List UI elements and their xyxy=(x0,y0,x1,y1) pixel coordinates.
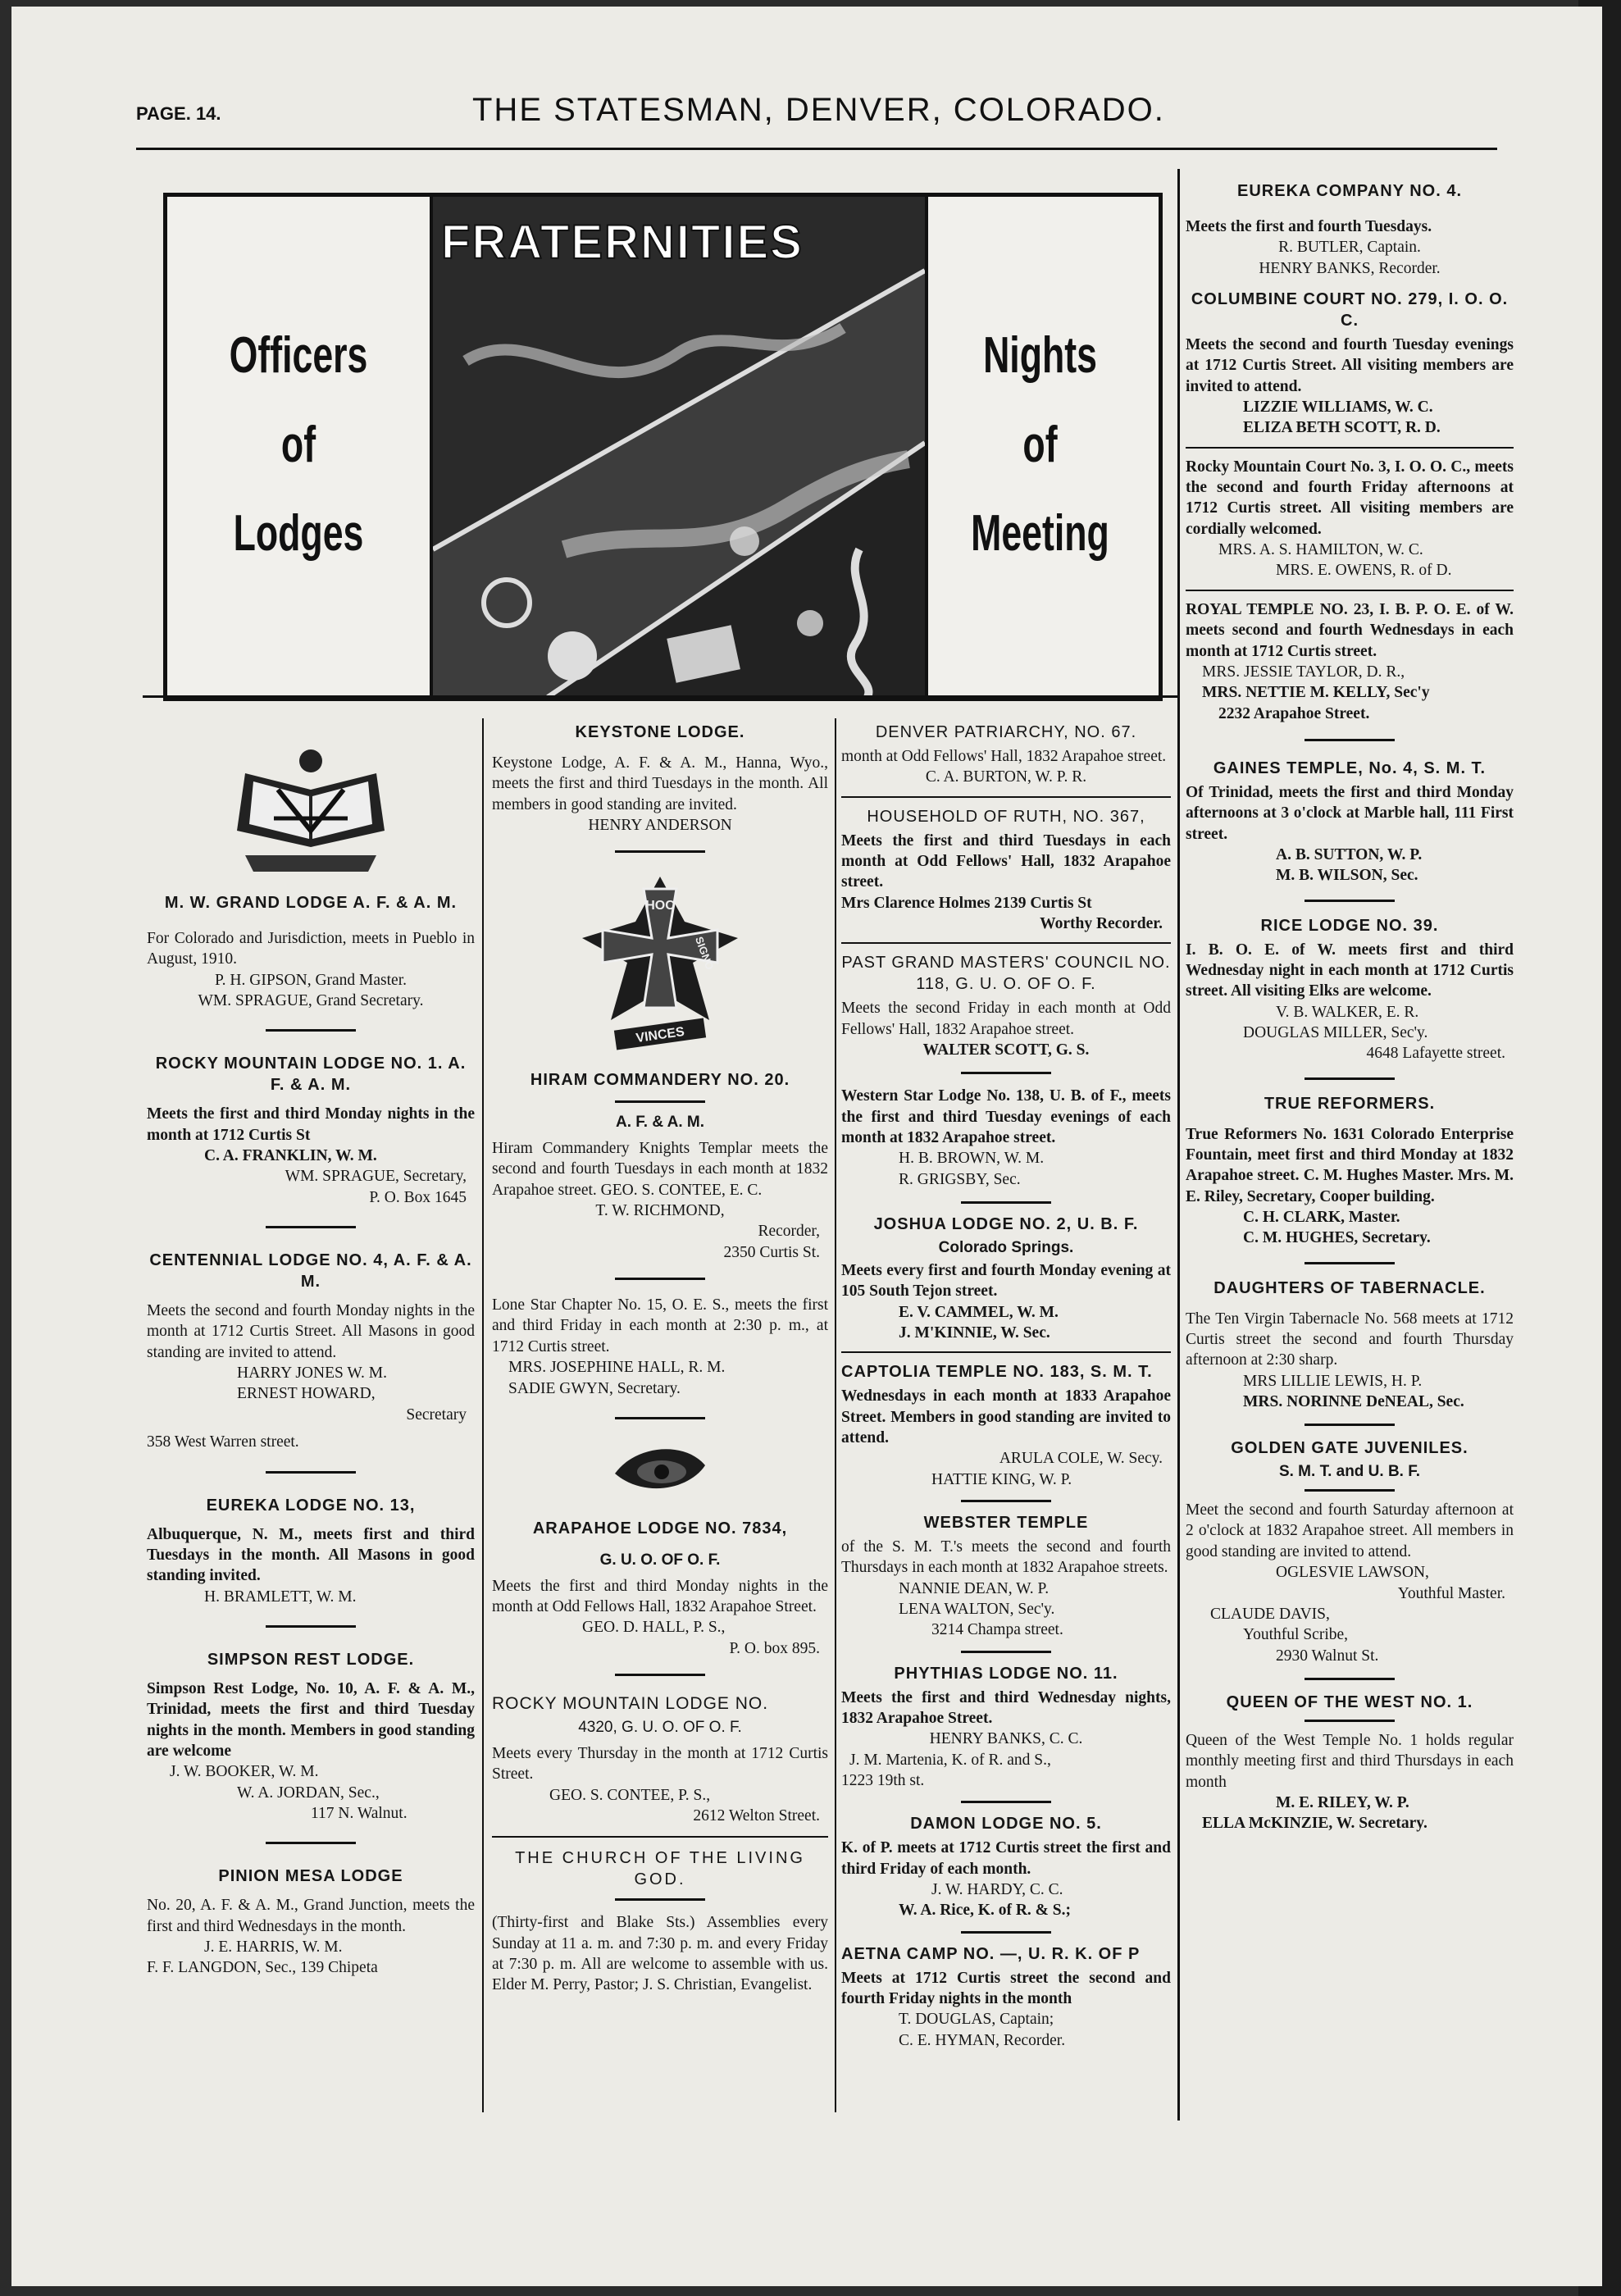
entry-signature: ELLA McKINZIE, W. Secretary. xyxy=(1202,1815,1427,1833)
column-rule-3 xyxy=(1177,169,1180,2121)
entry-signature: HENRY ANDERSON xyxy=(588,817,732,835)
entry-true-reformers xyxy=(1186,1093,1514,1249)
entry-heading: M. W. GRAND LODGE A. F. & A. M. xyxy=(164,894,458,912)
entry-signature: Mrs Clarence Holmes 2139 Curtis St xyxy=(841,894,1092,912)
entry-signature: 4648 Lafayette street. xyxy=(1366,1045,1505,1063)
entry-divider xyxy=(1305,1424,1395,1426)
entry-heading: ROCKY MOUNTAIN LODGE NO. xyxy=(492,1693,769,1713)
entry-body: Meets the first and third Monday nights in the month at Odd Fellows Hall, 1832 Arapahoe Street. xyxy=(492,1577,828,1615)
entry-signature: E. V. CAMMEL, W. M. xyxy=(899,1303,1059,1321)
entry-signature: 2612 Welton Street. xyxy=(693,1806,820,1824)
entry-past-grand-masters xyxy=(841,952,1171,1060)
entry-rocky-mountain-lodge xyxy=(147,1053,475,1208)
entry-body: (Thirty-first and Blake Sts.) Assemblies every Sunday at 11 a. m. and 7:30 p. m. and every Friday at 7:30 p. m. All are welcome to assemble with us. Elder M. Perry, Pastor; J. S. Christian, Evangelist. xyxy=(492,1914,828,1994)
entry-heading: ARAPAHOE LODGE NO. 7834, xyxy=(532,1519,788,1538)
entry-signature: T. W. RICHMOND, xyxy=(595,1202,725,1220)
entry-divider xyxy=(266,1471,356,1474)
entry-heading: CAPTOLIA TEMPLE NO. 183, S. M. T. xyxy=(841,1363,1153,1382)
banner-right-panel xyxy=(922,197,1159,812)
entry-divider xyxy=(1305,1489,1395,1492)
entry-damon-lodge xyxy=(841,1813,1171,1920)
entry-divider xyxy=(615,1898,705,1901)
entry-signature: R. GRIGSBY, Sec. xyxy=(899,1170,1021,1188)
entry-heading: KEYSTONE LODGE. xyxy=(575,723,745,741)
entry-signature: MRS. A. S. HAMILTON, W. C. xyxy=(1218,541,1423,559)
all-seeing-eye-icon xyxy=(611,1441,709,1498)
entry-body: The Ten Virgin Tabernacle No. 568 meets at 1712 Curtis street the second and fourth Thursday afternoon at 2:30 sharp. xyxy=(1186,1310,1514,1369)
entry-heading: GAINES TEMPLE, No. 4, S. M. T. xyxy=(1213,758,1487,777)
entry-heading: EUREKA LODGE NO. 13, xyxy=(206,1496,416,1515)
entry-divider xyxy=(961,1201,1051,1204)
entry-heading: THE CHURCH OF THE LIVING GOD. xyxy=(515,1849,805,1889)
entry-heading: QUEEN OF THE WEST NO. 1. xyxy=(1226,1692,1473,1711)
entry-signature: H. BRAMLETT, W. M. xyxy=(204,1588,357,1606)
entry-divider xyxy=(492,1836,828,1838)
entry-body: Keystone Lodge, A. F. & A. M., Hanna, Wyo., meets the first and third Tuesdays in the month. All members in good standing are invited. xyxy=(492,754,828,813)
entry-body: I. B. O. E. of W. meets first and third Wednesday night in each month at 1712 Curtis street. All visiting Elks are welcome. xyxy=(1186,941,1514,1000)
entry-body: Meets the first and third Wednesday nights, 1832 Arapahoe Street. xyxy=(841,1688,1171,1727)
page-number: PAGE. 14. xyxy=(136,103,221,124)
entry-signature: ERNEST HOWARD, xyxy=(237,1385,376,1403)
entry-body: Meets the first and third Tuesdays in each month at Odd Fellows' Hall, 1832 Arapahoe street. xyxy=(841,831,1171,891)
entry-household-of-ruth xyxy=(841,806,1171,935)
entry-body: Meets at 1712 Curtis street the second and fourth Friday nights in the month xyxy=(841,1969,1171,2008)
entry-signature: C. M. HUGHES, Secretary. xyxy=(1243,1229,1431,1247)
entry-divider xyxy=(961,1500,1051,1502)
entry-divider xyxy=(266,1625,356,1628)
entry-signature: J. W. BOOKER, W. M. xyxy=(170,1763,319,1781)
entry-body: Simpson Rest Lodge, No. 10, A. F. & A. M., Trinidad, meets the first and third Tuesday nights in the month. Members in good standing are welcome xyxy=(147,1679,475,1760)
bible-emblem xyxy=(147,728,475,892)
entry-body: Meets the second Friday in each month at Odd Fellows' Hall, 1832 Arapahoe street. xyxy=(841,1000,1171,1038)
entry-divider xyxy=(266,1029,356,1032)
entry-divider xyxy=(1305,1720,1395,1722)
entry-heading: PINION MESA LODGE xyxy=(218,1867,403,1886)
entry-body: For Colorado and Jurisdiction, meets in Pueblo in August, 1910. xyxy=(147,930,475,968)
entry-signature: GEO. D. HALL, P. S., xyxy=(582,1619,726,1637)
entry-heading: EUREKA COMPANY NO. 4. xyxy=(1237,182,1462,200)
entry-signature: M. B. WILSON, Sec. xyxy=(1276,867,1418,885)
entry-rocky-mountain-court xyxy=(1186,457,1514,581)
entry-body: Rocky Mountain Court No. 3, I. O. O. C., meets the second and fourth Friday afternoons at 1712 Curtis street. All visiting members are cordially welcomed. xyxy=(1186,458,1514,538)
entry-signature: J. W. HARDY, C. C. xyxy=(931,1881,1063,1899)
skull-icon xyxy=(548,631,597,681)
open-bible-icon xyxy=(229,740,393,880)
engraving-illustration xyxy=(433,197,925,697)
entry-body: Meets the second and fourth Tuesday evenings at 1712 Curtis Street. All visiting members are invited to attend. xyxy=(1186,336,1514,395)
entry-heading: RICE LODGE NO. 39. xyxy=(1260,916,1439,935)
entry-body: Meets every Thursday in the month at 1712 Curtis Street. xyxy=(492,1744,828,1784)
entry-signature: LIZZIE WILLIAMS, W. C. xyxy=(1243,399,1433,417)
entry-queen-of-the-west xyxy=(1186,1692,1514,1834)
fraternities-banner xyxy=(163,193,1163,701)
entry-body: No. 20, A. F. & A. M., Grand Junction, meets the first and third Wednesdays in the month. xyxy=(147,1897,475,1935)
entry-heading: COLUMBINE COURT NO. 279, I. O. O. C. xyxy=(1191,290,1509,330)
entry-signature: 2930 Walnut St. xyxy=(1276,1647,1379,1665)
entry-divider xyxy=(841,942,1171,944)
emblem-text-vinces: VINCES xyxy=(635,1025,685,1046)
entry-heading: HOUSEHOLD OF RUTH, NO. 367, xyxy=(867,807,1145,826)
entry-divider xyxy=(841,1351,1171,1353)
entry-divider xyxy=(615,1674,705,1676)
entry-gaines-temple xyxy=(1186,758,1514,886)
banner-right-line-1: Nights xyxy=(983,327,1097,384)
entry-body: K. of P. meets at 1712 Curtis street the first and third Friday of each month. xyxy=(841,1839,1171,1878)
entry-heading: TRUE REFORMERS. xyxy=(1264,1094,1436,1113)
entry-signature: W. A. JORDAN, Sec., xyxy=(237,1784,380,1802)
entry-heading: HIRAM COMMANDERY NO. 20. xyxy=(530,1071,790,1090)
emblem-text-hoc: HOC xyxy=(645,899,675,913)
entry-signature: MRS. JOSEPHINE HALL, R. M. xyxy=(508,1359,726,1377)
entry-body: Meet the second and fourth Saturday afternoon at 2 o'clock at 1832 Arapahoe street. All members in good standing are invited to attend. xyxy=(1186,1501,1514,1560)
entry-divider xyxy=(1305,1262,1395,1264)
entry-pinion-mesa-lodge xyxy=(147,1866,475,1978)
entry-signature: ELIZA BETH SCOTT, R. D. xyxy=(1243,419,1441,437)
entry-signature: J. M'KINNIE, W. Sec. xyxy=(899,1323,1050,1342)
entry-signature: C. H. CLARK, Master. xyxy=(1243,1209,1400,1227)
entry-divider xyxy=(615,1278,705,1280)
entry-divider xyxy=(1305,1077,1395,1080)
banner-left-line-3: Lodges xyxy=(233,505,364,562)
banner-right-line-3: Meeting xyxy=(971,505,1109,562)
entry-signature: HARRY JONES W. M. xyxy=(237,1364,387,1383)
entry-divider xyxy=(841,796,1171,798)
entry-body: Queen of the West Temple No. 1 holds regular monthly meeting first and third Thursdays in each month xyxy=(1186,1731,1514,1791)
entry-signature: 1223 19th st. xyxy=(841,1772,925,1790)
entry-signature: H. B. BROWN, W. M. xyxy=(899,1150,1045,1168)
entry-signature: MRS. NETTIE M. KELLY, Sec'y xyxy=(1202,684,1430,702)
entry-signature: DOUGLAS MILLER, Sec'y. xyxy=(1243,1023,1428,1041)
entry-heading: DAMON LODGE NO. 5. xyxy=(910,1815,1102,1834)
entry-body: Meets the second and fourth Monday nights in the month at 1712 Curtis Street. All Masons in good standing are invited to attend. xyxy=(147,1302,475,1361)
column-rule-1 xyxy=(482,718,484,2112)
entry-body: Meets every first and fourth Monday evening at 105 South Tejon street. xyxy=(841,1261,1171,1301)
entry-royal-temple xyxy=(1186,599,1514,724)
entry-divider xyxy=(961,1072,1051,1074)
entry-eureka-lodge xyxy=(147,1495,475,1607)
entry-rice-lodge xyxy=(1186,915,1514,1064)
entry-body: ROYAL TEMPLE NO. 23, I. B. P. O. E. of W. meets second and fourth Wednesdays in each month at 1712 Curtis street. xyxy=(1186,600,1514,660)
entry-signature: MRS LILLIE LEWIS, H. P. xyxy=(1243,1372,1423,1390)
emblem-text-signo: SIGNO xyxy=(693,935,717,973)
entry-body: True Reformers No. 1631 Colorado Enterprise Fountain, meet first and third Monday at 1832 Arapahoe street. C. M. Hughes Master. Mrs. M. E. Riley, Secretary, Cooper building. xyxy=(1186,1125,1514,1205)
entry-subheading: Colorado Springs. xyxy=(938,1239,1074,1257)
entry-signature: J. M. Martenia, K. of R. and S., xyxy=(849,1751,1051,1769)
entry-heading: CENTENNIAL LODGE NO. 4, A. F. & A. M. xyxy=(149,1251,472,1292)
entry-hiram-commandery xyxy=(492,1069,828,1263)
entry-keystone-lodge xyxy=(492,722,828,836)
entry-divider xyxy=(1186,590,1514,591)
entry-signature: 2350 Curtis St. xyxy=(723,1243,820,1261)
entry-signature: LENA WALTON, Sec'y. xyxy=(899,1600,1055,1618)
entry-signature: ARULA COLE, W. Secy. xyxy=(999,1450,1163,1468)
entry-body: Meets the first and third Monday nights in the month at 1712 Curtis St xyxy=(147,1105,475,1144)
eye-emblem xyxy=(492,1441,828,1498)
entry-signature: SADIE GWYN, Secretary. xyxy=(508,1379,681,1397)
entry-signature: HATTIE KING, W. P. xyxy=(931,1470,1072,1488)
entry-simpson-rest-lodge xyxy=(147,1649,475,1824)
entry-signature: OGLESVIE LAWSON, xyxy=(1276,1564,1429,1582)
entry-signature: P. O. box 895. xyxy=(729,1639,820,1657)
entry-signature: MRS. E. OWENS, R. of D. xyxy=(1276,562,1452,580)
entry-body: Hiram Commandery Knights Templar meets the second and fourth Tuesdays in each month at 1832 Arapahoe street. GEO. S. CONTEE, E. C. xyxy=(492,1140,828,1199)
banner-left-line-2: of xyxy=(280,416,316,473)
entry-body: Wednesdays in each month at 1833 Arapahoe Street. Members in good standing are invited to attend. xyxy=(841,1387,1171,1446)
entry-church-living-god xyxy=(492,1847,828,1995)
masthead-rule xyxy=(136,148,1497,150)
entry-divider xyxy=(266,1842,356,1844)
entry-signature: 117 N. Walnut. xyxy=(311,1804,408,1822)
entry-divider xyxy=(961,1931,1051,1934)
entry-signature: 3214 Champa street. xyxy=(931,1621,1063,1639)
entry-signature: T. DOUGLAS, Captain; xyxy=(899,2011,1054,2029)
entry-signature: Worthy Recorder. xyxy=(1040,915,1163,933)
column-3 xyxy=(841,722,1171,2051)
entry-body: Lone Star Chapter No. 15, O. E. S., meets the first and third Friday in each month at 2:30 p. m., at 1712 Curtis street. xyxy=(492,1296,828,1355)
entry-heading: GOLDEN GATE JUVENILES. xyxy=(1231,1439,1468,1458)
column-1 xyxy=(147,728,475,1979)
entry-webster-temple xyxy=(841,1512,1171,1641)
entry-signature: Youthful Master. xyxy=(1397,1584,1505,1602)
entry-eureka-company xyxy=(1186,180,1514,279)
entry-heading: AETNA CAMP NO. —, U. R. K. OF P xyxy=(841,1944,1141,1963)
entry-signature: Recorder, xyxy=(758,1223,820,1241)
entry-signature: NANNIE DEAN, W. P. xyxy=(899,1579,1050,1597)
entry-divider xyxy=(961,1651,1051,1653)
entry-body: of the S. M. T.'s meets the second and fourth Thursdays in each month at 1832 Arapahoe streets. xyxy=(841,1538,1171,1577)
column-rule-2 xyxy=(835,718,836,2112)
masthead: THE STATESMAN, DENVER, COLORADO. xyxy=(472,92,1165,128)
column-2 xyxy=(492,722,828,1996)
entry-signature: P. O. Box 1645 xyxy=(369,1188,467,1206)
entry-western-star-lodge xyxy=(841,1086,1171,1190)
entry-captolia-temple xyxy=(841,1361,1171,1490)
entry-subheading: A. F. & A. M. xyxy=(615,1114,705,1132)
entry-signature: HENRY BANKS, Recorder. xyxy=(1259,259,1441,277)
entry-signature: HENRY BANKS, C. C. xyxy=(929,1730,1083,1748)
entry-rocky-mountain-lodge-guoof xyxy=(492,1692,828,1826)
entry-signature: CLAUDE DAVIS, xyxy=(1210,1605,1330,1623)
entry-heading: DENVER PATRIARCHY, NO. 67. xyxy=(875,723,1137,741)
entry-joshua-lodge xyxy=(841,1214,1171,1343)
entry-signature: WALTER SCOTT, G. S. xyxy=(922,1041,1090,1059)
entry-signature: A. B. SUTTON, W. P. xyxy=(1276,845,1423,863)
entry-signature: Youthful Scribe, xyxy=(1243,1626,1349,1644)
entry-arapahoe-lodge xyxy=(492,1518,828,1659)
banner-left-line-1: Officers xyxy=(229,327,368,384)
entry-heading: JOSHUA LODGE NO. 2, U. B. F. xyxy=(873,1215,1139,1234)
entry-divider xyxy=(1305,739,1395,741)
entry-signature: Secretary xyxy=(406,1405,467,1424)
entry-signature: R. BUTLER, Captain. xyxy=(1278,239,1421,257)
column-4 xyxy=(1186,180,1514,1834)
entry-divider xyxy=(1186,447,1514,449)
entry-signature: WM. SPRAGUE, Grand Secretary. xyxy=(198,992,424,1010)
entry-centennial-lodge xyxy=(147,1250,475,1452)
entry-aetna-camp xyxy=(841,1943,1171,2051)
entry-heading: SIMPSON REST LODGE. xyxy=(207,1650,415,1669)
entry-signature: MRS. JESSIE TAYLOR, D. R., xyxy=(1202,663,1405,681)
entry-body: Albuquerque, N. M., meets first and third Tuesdays in the month. All Masons in good standing invited. xyxy=(147,1525,475,1585)
entry-signature: MRS. NORINNE DeNEAL, Sec. xyxy=(1243,1393,1464,1411)
entry-address: 358 West Warren street. xyxy=(147,1433,299,1451)
entry-divider xyxy=(961,1801,1051,1803)
entry-divider xyxy=(1305,900,1395,902)
banner-right-line-2: of xyxy=(1022,416,1058,473)
entry-subheading: 4320, G. U. O. OF O. F. xyxy=(578,1719,742,1737)
entry-golden-gate-juveniles xyxy=(1186,1437,1514,1665)
entry-grand-lodge xyxy=(147,892,475,1011)
templar-cross-icon xyxy=(578,872,742,1053)
entry-heading: WEBSTER TEMPLE xyxy=(923,1513,1089,1532)
entry-divider xyxy=(1305,1678,1395,1680)
entry-divider xyxy=(615,1100,705,1103)
entry-heading: PHYTHIAS LODGE NO. 11. xyxy=(894,1664,1118,1683)
entry-denver-patriarchy xyxy=(841,722,1171,788)
newspaper-page xyxy=(11,7,1602,2286)
entry-daughters-of-tabernacle xyxy=(1186,1278,1514,1413)
entry-body: Of Trinidad, meets the first and third Monday afternoons at 3 o'clock at Marble hall, 111 First street. xyxy=(1186,783,1514,843)
entry-body: Western Star Lodge No. 138, U. B. of F., meets the first and third Tuesday evenings of each month at 1832 Arapahoe street. xyxy=(841,1087,1171,1147)
banner-title: FRATERNITIES xyxy=(441,216,804,269)
entry-signature: F. F. LANGDON, Sec., 139 Chipeta xyxy=(147,1959,378,1977)
entry-lone-star-chapter xyxy=(492,1295,828,1399)
entry-signature: W. A. Rice, K. of R. & S.; xyxy=(899,1902,1071,1920)
entry-heading: ROCKY MOUNTAIN LODGE NO. 1. A. F. & A. M. xyxy=(155,1055,467,1095)
entry-heading: PAST GRAND MASTERS' COUNCIL NO. 118, G. U. O. OF O. F. xyxy=(841,954,1171,994)
entry-signature: 2232 Arapahoe Street. xyxy=(1218,704,1370,722)
fraternities-engraving xyxy=(430,197,928,697)
entry-divider xyxy=(266,1226,356,1228)
entry-body: Meets the first and fourth Tuesdays. xyxy=(1186,218,1432,235)
entry-signature: P. H. GIPSON, Grand Master. xyxy=(215,971,407,989)
entry-divider xyxy=(615,850,705,853)
entry-signature: C. A. FRANKLIN, W. M. xyxy=(204,1147,377,1165)
entry-signature: WM. SPRAGUE, Secretary, xyxy=(285,1168,467,1186)
banner-rule xyxy=(143,695,1177,698)
entry-signature: C. A. BURTON, W. P. R. xyxy=(925,768,1087,786)
entry-signature: C. E. HYMAN, Recorder. xyxy=(899,2031,1066,2049)
banner-left-panel xyxy=(167,197,430,812)
entry-subheading: S. M. T. and U. B. F. xyxy=(1278,1463,1421,1481)
entry-signature: V. B. WALKER, E. R. xyxy=(1276,1003,1419,1021)
entry-signature: GEO. S. CONTEE, P. S., xyxy=(549,1786,711,1804)
entry-signature: J. E. HARRIS, W. M. xyxy=(204,1938,343,1956)
entry-columbine-court xyxy=(1186,289,1514,439)
entry-body: month at Odd Fellows' Hall, 1832 Arapahoe street. xyxy=(841,748,1167,765)
entry-signature: M. E. RILEY, W. P. xyxy=(1276,1793,1409,1811)
entry-subheading: G. U. O. OF O. F. xyxy=(599,1551,721,1569)
entry-heading: DAUGHTERS OF TABERNACLE. xyxy=(1213,1278,1486,1297)
entry-divider xyxy=(615,1417,705,1419)
entry-phythias-lodge xyxy=(841,1663,1171,1792)
templar-cross-emblem xyxy=(492,872,828,1053)
